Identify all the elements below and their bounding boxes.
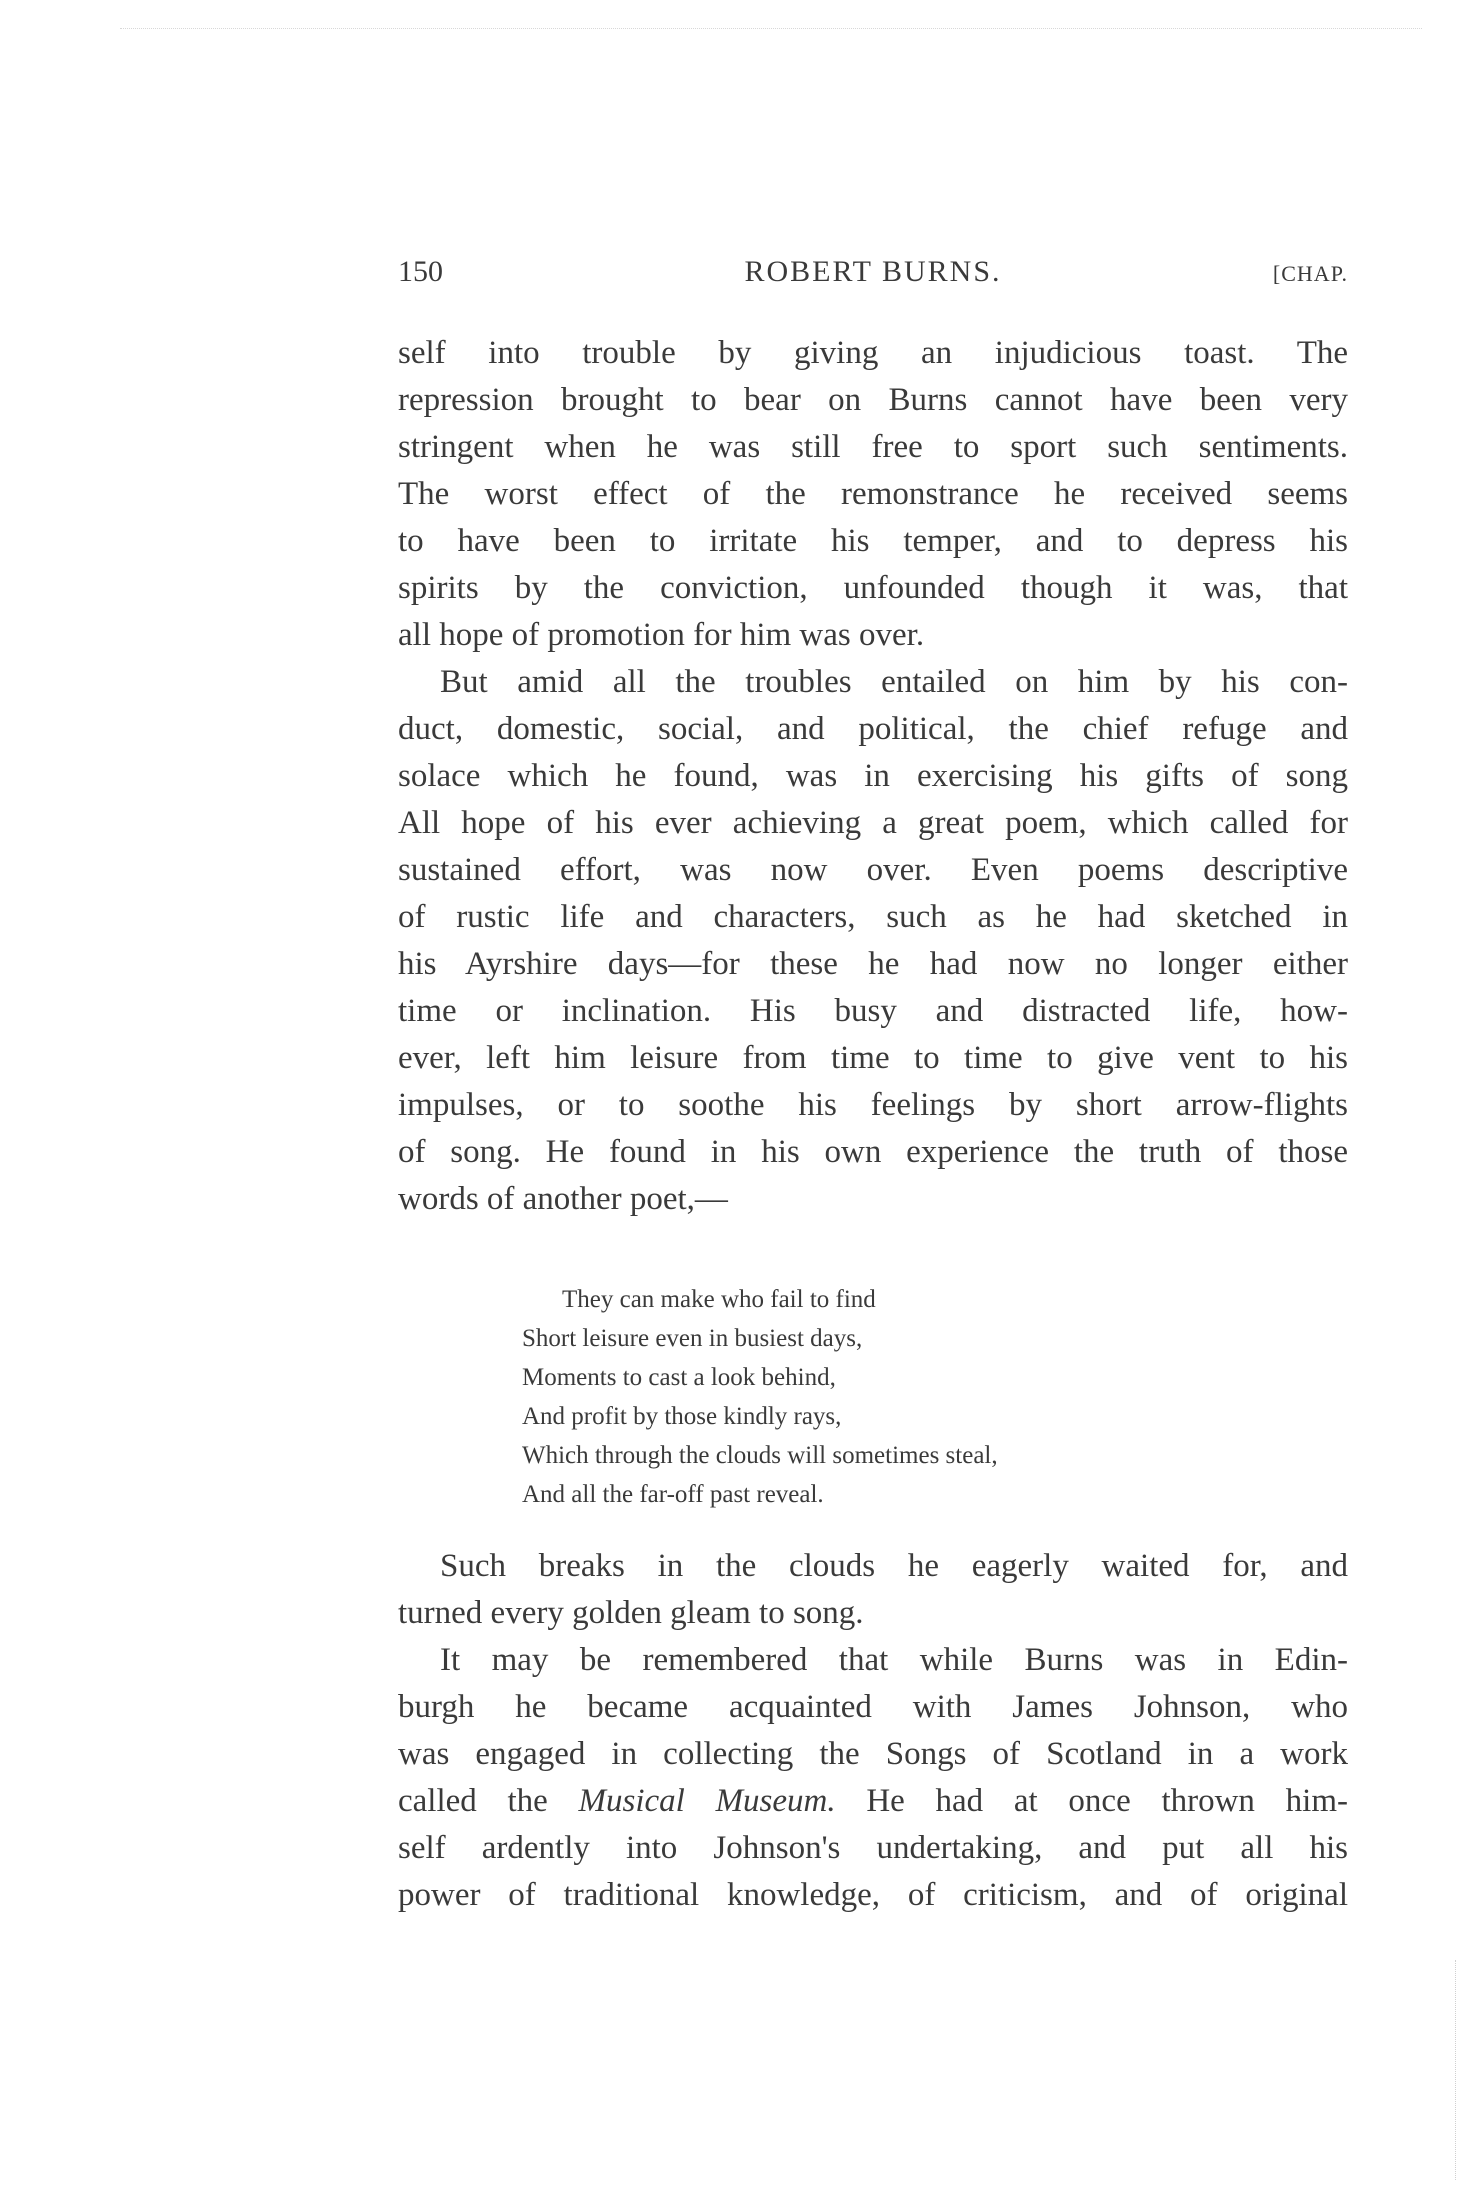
- text-line: was engaged in collecting the Songs of Scotland in a work: [398, 1736, 1348, 1772]
- text-line: stringent when he was still free to sport such sentiments.: [398, 429, 1348, 465]
- text-line: solace which he found, was in exercising his gifts of song: [398, 758, 1348, 794]
- text-line: Such breaks in the clouds he eagerly waited for, and: [440, 1548, 1348, 1584]
- text-line: sustained effort, was now over. Even poems descriptive: [398, 852, 1348, 888]
- verse-line: And all the far-off past reveal.: [522, 1481, 824, 1508]
- body-text-upper: [398, 330, 1348, 1223]
- text-line: It may be remembered that while Burns was in Edin-: [440, 1642, 1348, 1678]
- text-line: impulses, or to soothe his feelings by short arrow-flights: [398, 1087, 1348, 1123]
- verse-line: Short leisure even in busiest days,: [522, 1325, 863, 1352]
- text-line: spirits by the conviction, unfounded though it was, that: [398, 570, 1348, 606]
- text-line: ever, left him leisure from time to time to give vent to his: [398, 1040, 1348, 1076]
- chapter-mark: [CHAP.: [1272, 261, 1348, 286]
- verse-line: Moments to cast a look behind,: [522, 1364, 836, 1391]
- text-line: [398, 1778, 1348, 1825]
- text-line: power of traditional knowledge, of criticism, and of original: [398, 1877, 1348, 1913]
- verse-line: They can make who fail to find: [562, 1286, 876, 1313]
- scan-artifact-edge: [1455, 1960, 1456, 2180]
- running-title: ROBERT BURNS.: [744, 255, 1002, 288]
- text-line: turned every golden gleam to song.: [398, 1595, 864, 1631]
- verse-line: Which through the clouds will sometimes steal,: [522, 1442, 998, 1469]
- text-line: But amid all the troubles entailed on him by his con-: [440, 664, 1348, 700]
- text-line: his Ayrshire days—for these he had now no longer either: [398, 946, 1348, 982]
- text-line: of song. He found in his own experience the truth of those: [398, 1134, 1348, 1170]
- text-line: duct, domestic, social, and political, the chief refuge and: [398, 711, 1348, 747]
- text-line: burgh he became acquainted with James Johnson, who: [398, 1689, 1348, 1725]
- text-line: self into trouble by giving an injudicious toast. The: [398, 335, 1348, 371]
- text-line: to have been to irritate his temper, and to depress his: [398, 523, 1348, 559]
- body-text-lower: [398, 1543, 1348, 1919]
- verse-quotation: [522, 1280, 998, 1514]
- page-number: 150: [398, 255, 443, 288]
- text-line: all hope of promotion for him was over.: [398, 617, 925, 653]
- text-line: words of another poet,—: [398, 1181, 728, 1217]
- text-fragment: called the: [398, 1783, 548, 1819]
- text-line: The worst effect of the remonstrance he received seems: [398, 476, 1348, 512]
- verse-line: And profit by those kindly rays,: [522, 1403, 842, 1430]
- running-header: [398, 255, 1348, 295]
- book-title: Musical Museum.: [578, 1783, 836, 1819]
- text-fragment: He had at once thrown him-: [866, 1783, 1348, 1819]
- text-line: repression brought to bear on Burns cannot have been very: [398, 382, 1348, 418]
- text-line: time or inclination. His busy and distracted life, how-: [398, 993, 1348, 1029]
- text-line: of rustic life and characters, such as he had sketched in: [398, 899, 1348, 935]
- scan-artifact-top: [120, 28, 1422, 29]
- text-line: self ardently into Johnson's undertaking, and put all his: [398, 1830, 1348, 1866]
- text-line: All hope of his ever achieving a great poem, which called for: [398, 805, 1348, 841]
